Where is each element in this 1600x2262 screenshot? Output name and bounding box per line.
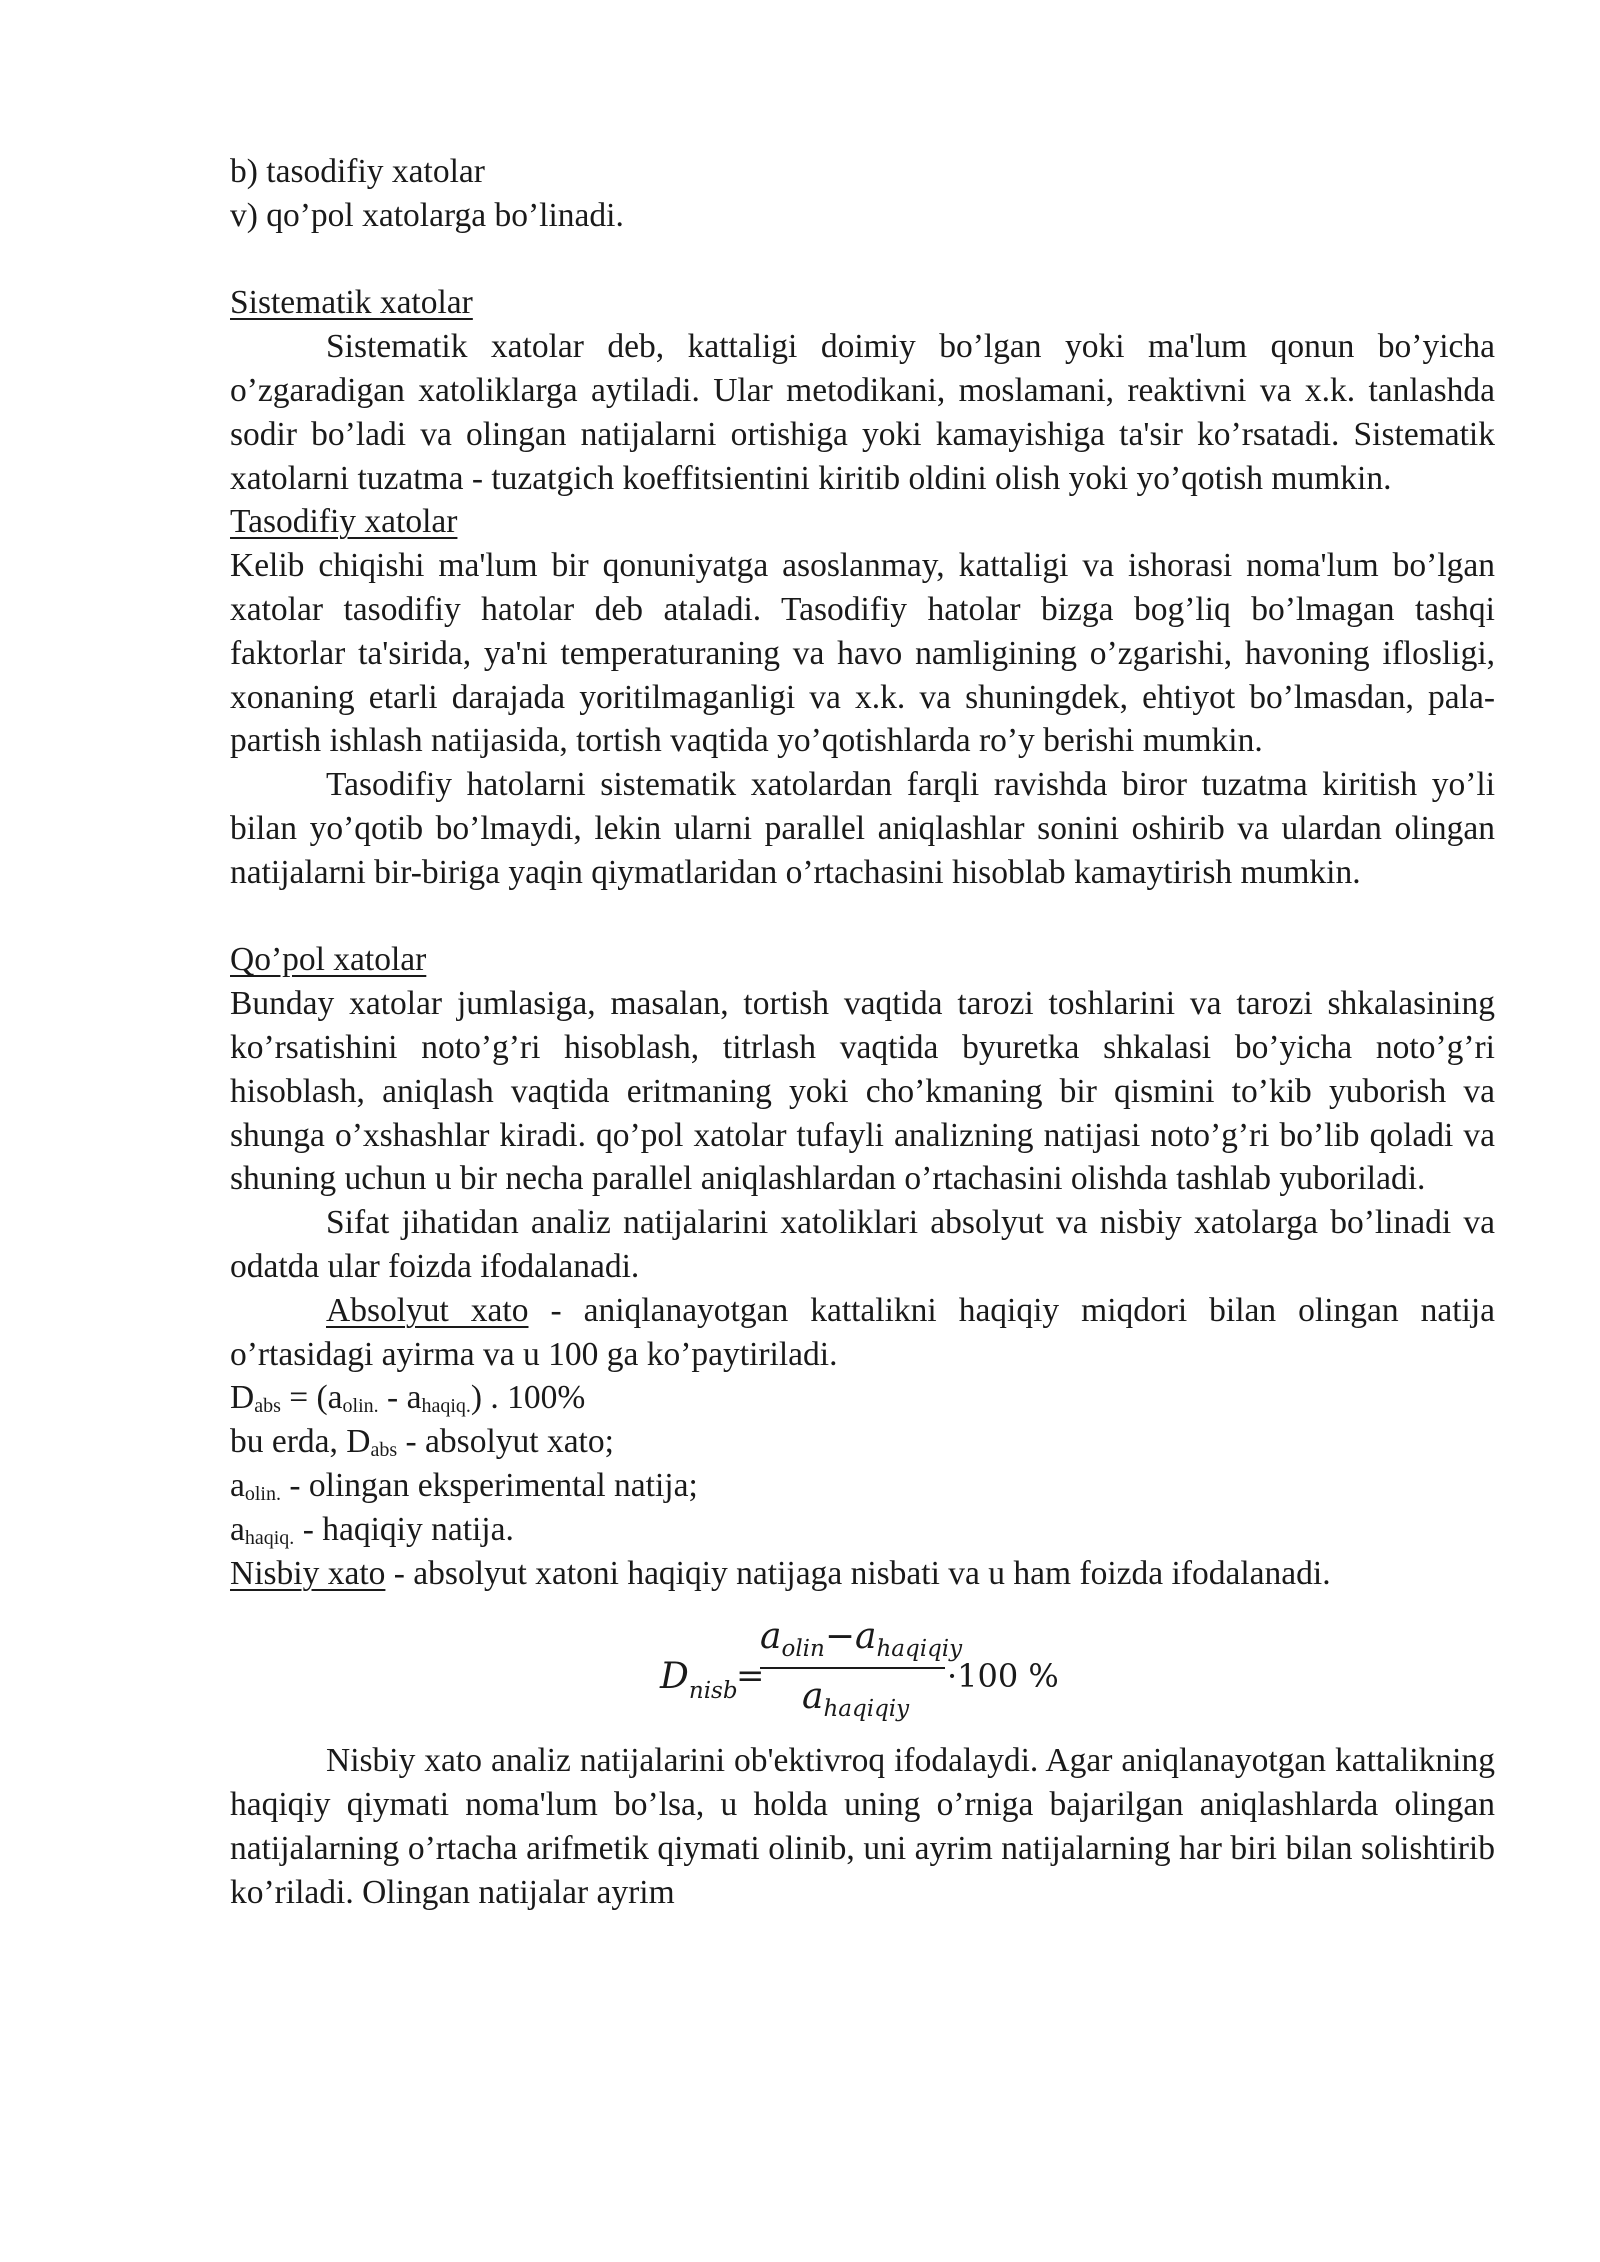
formula-nisbiy-expression <box>660 1615 1140 1735</box>
formula-denominator: $a_{haqiqiy}$ <box>802 1676 910 1723</box>
definition-nisbiy: - absolyut xatoni haqiqiy natijaga nisbati va u ham foizda ifodalanadi. <box>385 1554 1331 1592</box>
paragraph-qopol-2: Sifat jihatidan analiz natijalarini xatoliklari absolyut va nisbiy xatolarga bo’linadi va odatda ular foizda ifodalanadi. <box>230 1204 1495 1285</box>
formula-equals: = <box>736 1656 765 1697</box>
formula-numerator: $a_{olin}-a_{haqiqiy}$ <box>760 1616 963 1663</box>
where-line-dabs: bu erda, $D_{abs}$ - absolyut xato; <box>230 1423 614 1462</box>
paragraph-qopol-1: Bunday xatolar jumlasiga, masalan, tortish vaqtida tarozi toshlarini va tarozi shkalasining ko’rsatishini noto’g’ri hisoblash, titrlash vaqtida byuretka shkalasi bo’yicha noto’g’ri hisoblash, aniqlash vaqtida eritmaning yoki cho’kmaning bir qismini to’kib yuborish va shunga o’xshashlar kiradi. qo’pol xatolar tufayli analizning natijasi noto’g’ri bo’lib qoladi va shuning uchun u bir necha parallel aniqlashlardan o’rtachasini olishda tashlab yuboriladi. <box>230 985 1495 1198</box>
blank-line <box>230 895 1495 939</box>
document-page <box>230 150 1495 1914</box>
heading-qopol: Qo’pol xatolar <box>230 941 427 979</box>
list-item-b: b) tasodifiy xatolar <box>230 153 485 190</box>
list-item-v: v) qo’pol xatolarga bo’linadi. <box>230 196 624 234</box>
blank-line <box>230 238 1495 282</box>
formula-nisbiy <box>230 1615 1495 1735</box>
paragraph-nisbiy <box>230 1552 1495 1596</box>
formula-lhs: $D_{nisb}$ <box>660 1656 738 1705</box>
paragraph-nisbiy-2: Nisbiy xato analiz natijalarini ob'ektivroq ifodalaydi. Agar aniqlanayotgan kattalikning haqiqiy qiymati noma'lum bo’lsa, u holda uning o’rniga bajarilgan aniqlashlarda olingan natijalarning o’rtacha arifmetik qiymati olinib, uni ayrim natijalarning har biri bilan solishtirib ko’riladi. Olingan natijalar ayrim <box>230 1742 1495 1911</box>
definition-absolyut: - aniqlanayotgan kattalikni haqiqiy miqdori bilan olingan natija o’rtasidagi ayirma va u 100 ga ko’paytiriladi. <box>230 1291 1495 1373</box>
paragraph-sistematik: Sistematik xatolar deb, kattaligi doimiy bo’lgan yoki ma'lum qonun bo’yicha o’zgaradigan xatoliklarga aytiladi. Ular metodikani, moslamani, reaktivni va x.k. tanlashda sodir bo’ladi va olingan natijalarni ortishiga yoki kamayishiga ta'sir ko’rsatadi. Sistematik xatolarni tuzatma - tuzatgich koeffitsientini kiritib oldini olish yoki yo’qotish mumkin. <box>230 328 1495 497</box>
formula-percent: ·100 % <box>947 1657 1059 1696</box>
heading-tasodifiy: Tasodifiy xatolar <box>230 503 458 541</box>
where-line-aolin: $a_{olin.}$ - olingan eksperimental natija; <box>230 1466 698 1505</box>
paragraph-absolyut <box>230 1289 1495 1377</box>
where-line-ahaqiq: $a_{haqiq.}$ - haqiqiy natija. <box>230 1510 514 1549</box>
paragraph-tasodifiy-2: Tasodifiy hatolarni sistematik xatolardan farqli ravishda biror tuzatma kiritish yo’li bilan yo’qotib bo’lmaydi, lekin ularni parallel aniqlashlar sonini oshirib va ulardan olingan natijalarni bir-biriga yaqin qiymatlaridan o’rtachasini hisoblab kamaytirish mumkin. <box>230 766 1495 891</box>
term-absolyut: Absolyut xato <box>326 1291 529 1329</box>
formula-absolyut: $D_{abs} = (a_{olin.} - a_{haqiq.})$ . 100% <box>230 1379 586 1418</box>
heading-sistematik: Sistematik xatolar <box>230 284 473 322</box>
paragraph-tasodifiy-1: Kelib chiqishi ma'lum bir qonuniyatga asoslanmay, kattaligi va ishorasi noma'lum bo’lgan xatolar tasodifiy hatolar deb ataladi. Tasodifiy hatolar bizga bog’liq bo’lmagan tashqi faktorlar ta'sirida, ya'ni temperaturaning va havo namligining o’zgarishi, havoning iflosligi, xonaning etarli darajada yoritilmaganligi va x.k. va shuningdek, ehtiyot bo’lmasdan, pala-partish ishlash natijasida, tortish vaqtida yo’qotishlarda ro’y berishi mumkin. <box>230 547 1495 760</box>
fraction-bar <box>760 1667 945 1669</box>
term-nisbiy: Nisbiy xato <box>230 1554 386 1592</box>
